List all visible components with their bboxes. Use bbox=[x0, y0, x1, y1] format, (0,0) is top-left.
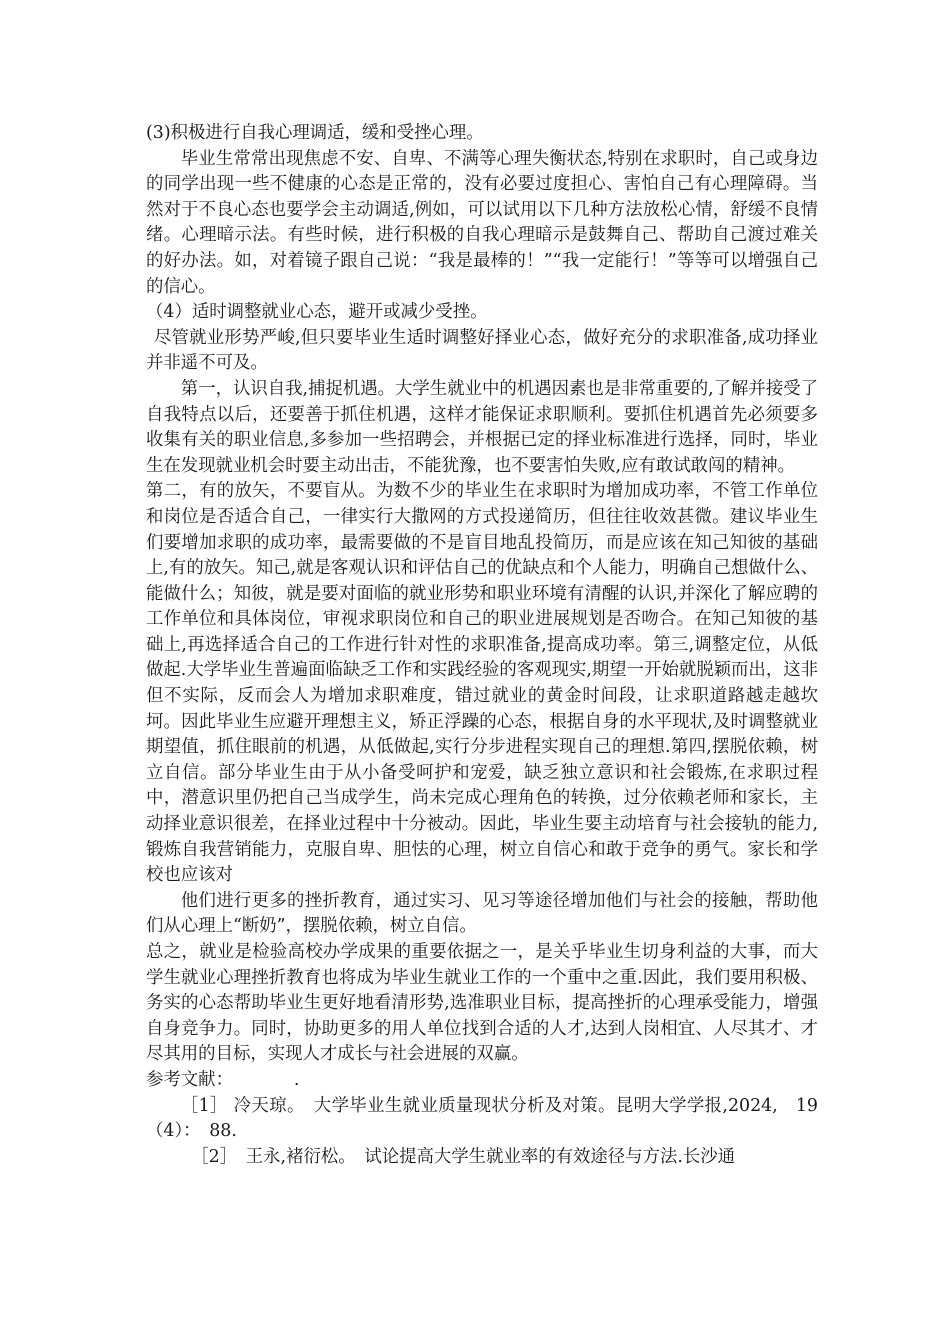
paragraph-second-point: 第二，有的放矢，不要盲从。为数不少的毕业生在求职时为增加成功率，不管工作单位和岗位是否适合自己，一律实行大撒网的方式投递简历，但往往收效甚微。建议毕业生们要增加求职的成功率，最需要做的不是盲目地乱投简历，而是应该在知己知彼的基础上,有的放矢。知己,就是客观认识和评估自己的优缺点和个人能力，明确自己想做什么、能做什么；知彼，就是要对面临的就业形势和职业环境有清醒的认识,并深化了解应聘的工作单位和具体岗位，审视求职岗位和自己的职业进展规划是否吻合。在知己知彼的基础上,再选择适合自己的工作进行针对性的求职准备,提高成功率。第三,调整定位，从低做起.大学毕业生普遍面临缺乏工作和实践经验的客观现实,期望一开始就脱颖而出，这非但不实际，反而会人为增加求职难度，错过就业的黄金时间段，让求职道路越走越坎坷。因此毕业生应避开理想主义，矫正浮躁的心态，根据自身的水平现状,及时调整就业期望值，抓住眼前的机遇，从低做起,实行分步进程实现自己的理想.第四,摆脱依赖，树立自信。部分毕业生由于从小备受呵护和宠爱，缺乏独立意识和社会锻炼,在求职过程中，潜意识里仍把自己当成学生，尚未完成心理角色的转换，过分依赖老师和家长，主动择业意识很差，在择业过程中十分被动。因此，毕业生要主动培育与社会接轨的能力,锻炼自我营销能力，克服自卑、胆怯的心理，树立自信心和敢于竞争的勇气。家长和学校也应该对 bbox=[146, 481, 818, 886]
paragraph-first-point: 第一，认识自我,捕捉机遇。大学生就业中的机遇因素也是非常重要的,了解并接受了自我特点以后，还要善于抓住机遇，这样才能保证求职顺利。要抓住机遇首先必须要多收集有关的职业信息,多参加一些招聘会，并根据已定的择业标准进行选择，同时，毕业生在发现就业机会时要主动出击，不能犹豫，也不要害怕失败,应有敢试敢闯的精神。 bbox=[146, 378, 818, 476]
paragraph-continuation: 他们进行更多的挫折教育，通过实习、见习等途径增加他们与社会的接触，帮助他们从心理上“断奶”，摆脱依赖，树立自信。 bbox=[146, 890, 818, 937]
reference-item-2: ［2］ 王永,褚衍松。 试论提高大学生就业率的有效途径与方法.长沙通 bbox=[191, 1146, 736, 1167]
document-body bbox=[146, 121, 818, 1170]
paragraph-self-adjustment: 毕业生常常出现焦虑不安、自卑、不满等心理失衡状态,特别在求职时，自己或身边的同学出现一些不健康的心态是正常的，没有必要过度担心、害怕自己有心理障碍。当然对于不良心态也要学会主动调适,例如，可以试用以下几种方法放松心情，舒缓不良情绪。心理暗示法。有些时候，进行积极的自我心理暗示是鼓舞自己、帮助自己渡过难关的好办法。如，对着镜子跟自己说：“我是最棒的！”“我一定能行！”等等可以增强自己的信心。 bbox=[146, 148, 818, 297]
paragraph-summary: 总之，就业是检验高校办学成果的重要依据之一，是关乎毕业生切身利益的大事，而大学生就业心理挫折教育也将成为毕业生就业工作的一个重中之重.因此，我们要用积极、务实的心态帮助毕业生更好地看清形势,选准职业目标，提高挫折的心理承受能力，增强自身竞争力。同时，协助更多的用人单位找到合适的人才,达到人岗相宜、人尽其才、才尽其用的目标，实现人才成长与社会进展的双赢。 bbox=[146, 942, 818, 1065]
section-heading-3: (3)积极进行自我心理调适，缓和受挫心理。 bbox=[146, 123, 484, 143]
references-label: 参考文献： . bbox=[146, 1069, 300, 1090]
paragraph-employment-mindset: 尽管就业形势严峻,但只要毕业生适时调整好择业心态，做好充分的求职准备,成功择业并非遥不可及。 bbox=[146, 327, 818, 374]
section-heading-4: （4）适时调整就业心态，避开或减少受挫。 bbox=[146, 302, 488, 323]
reference-item-1: ［1］ 冷天琼。 大学毕业生就业质量现状分析及对策。昆明大学学报,2024, 19 （4）： 88. bbox=[146, 1095, 818, 1142]
